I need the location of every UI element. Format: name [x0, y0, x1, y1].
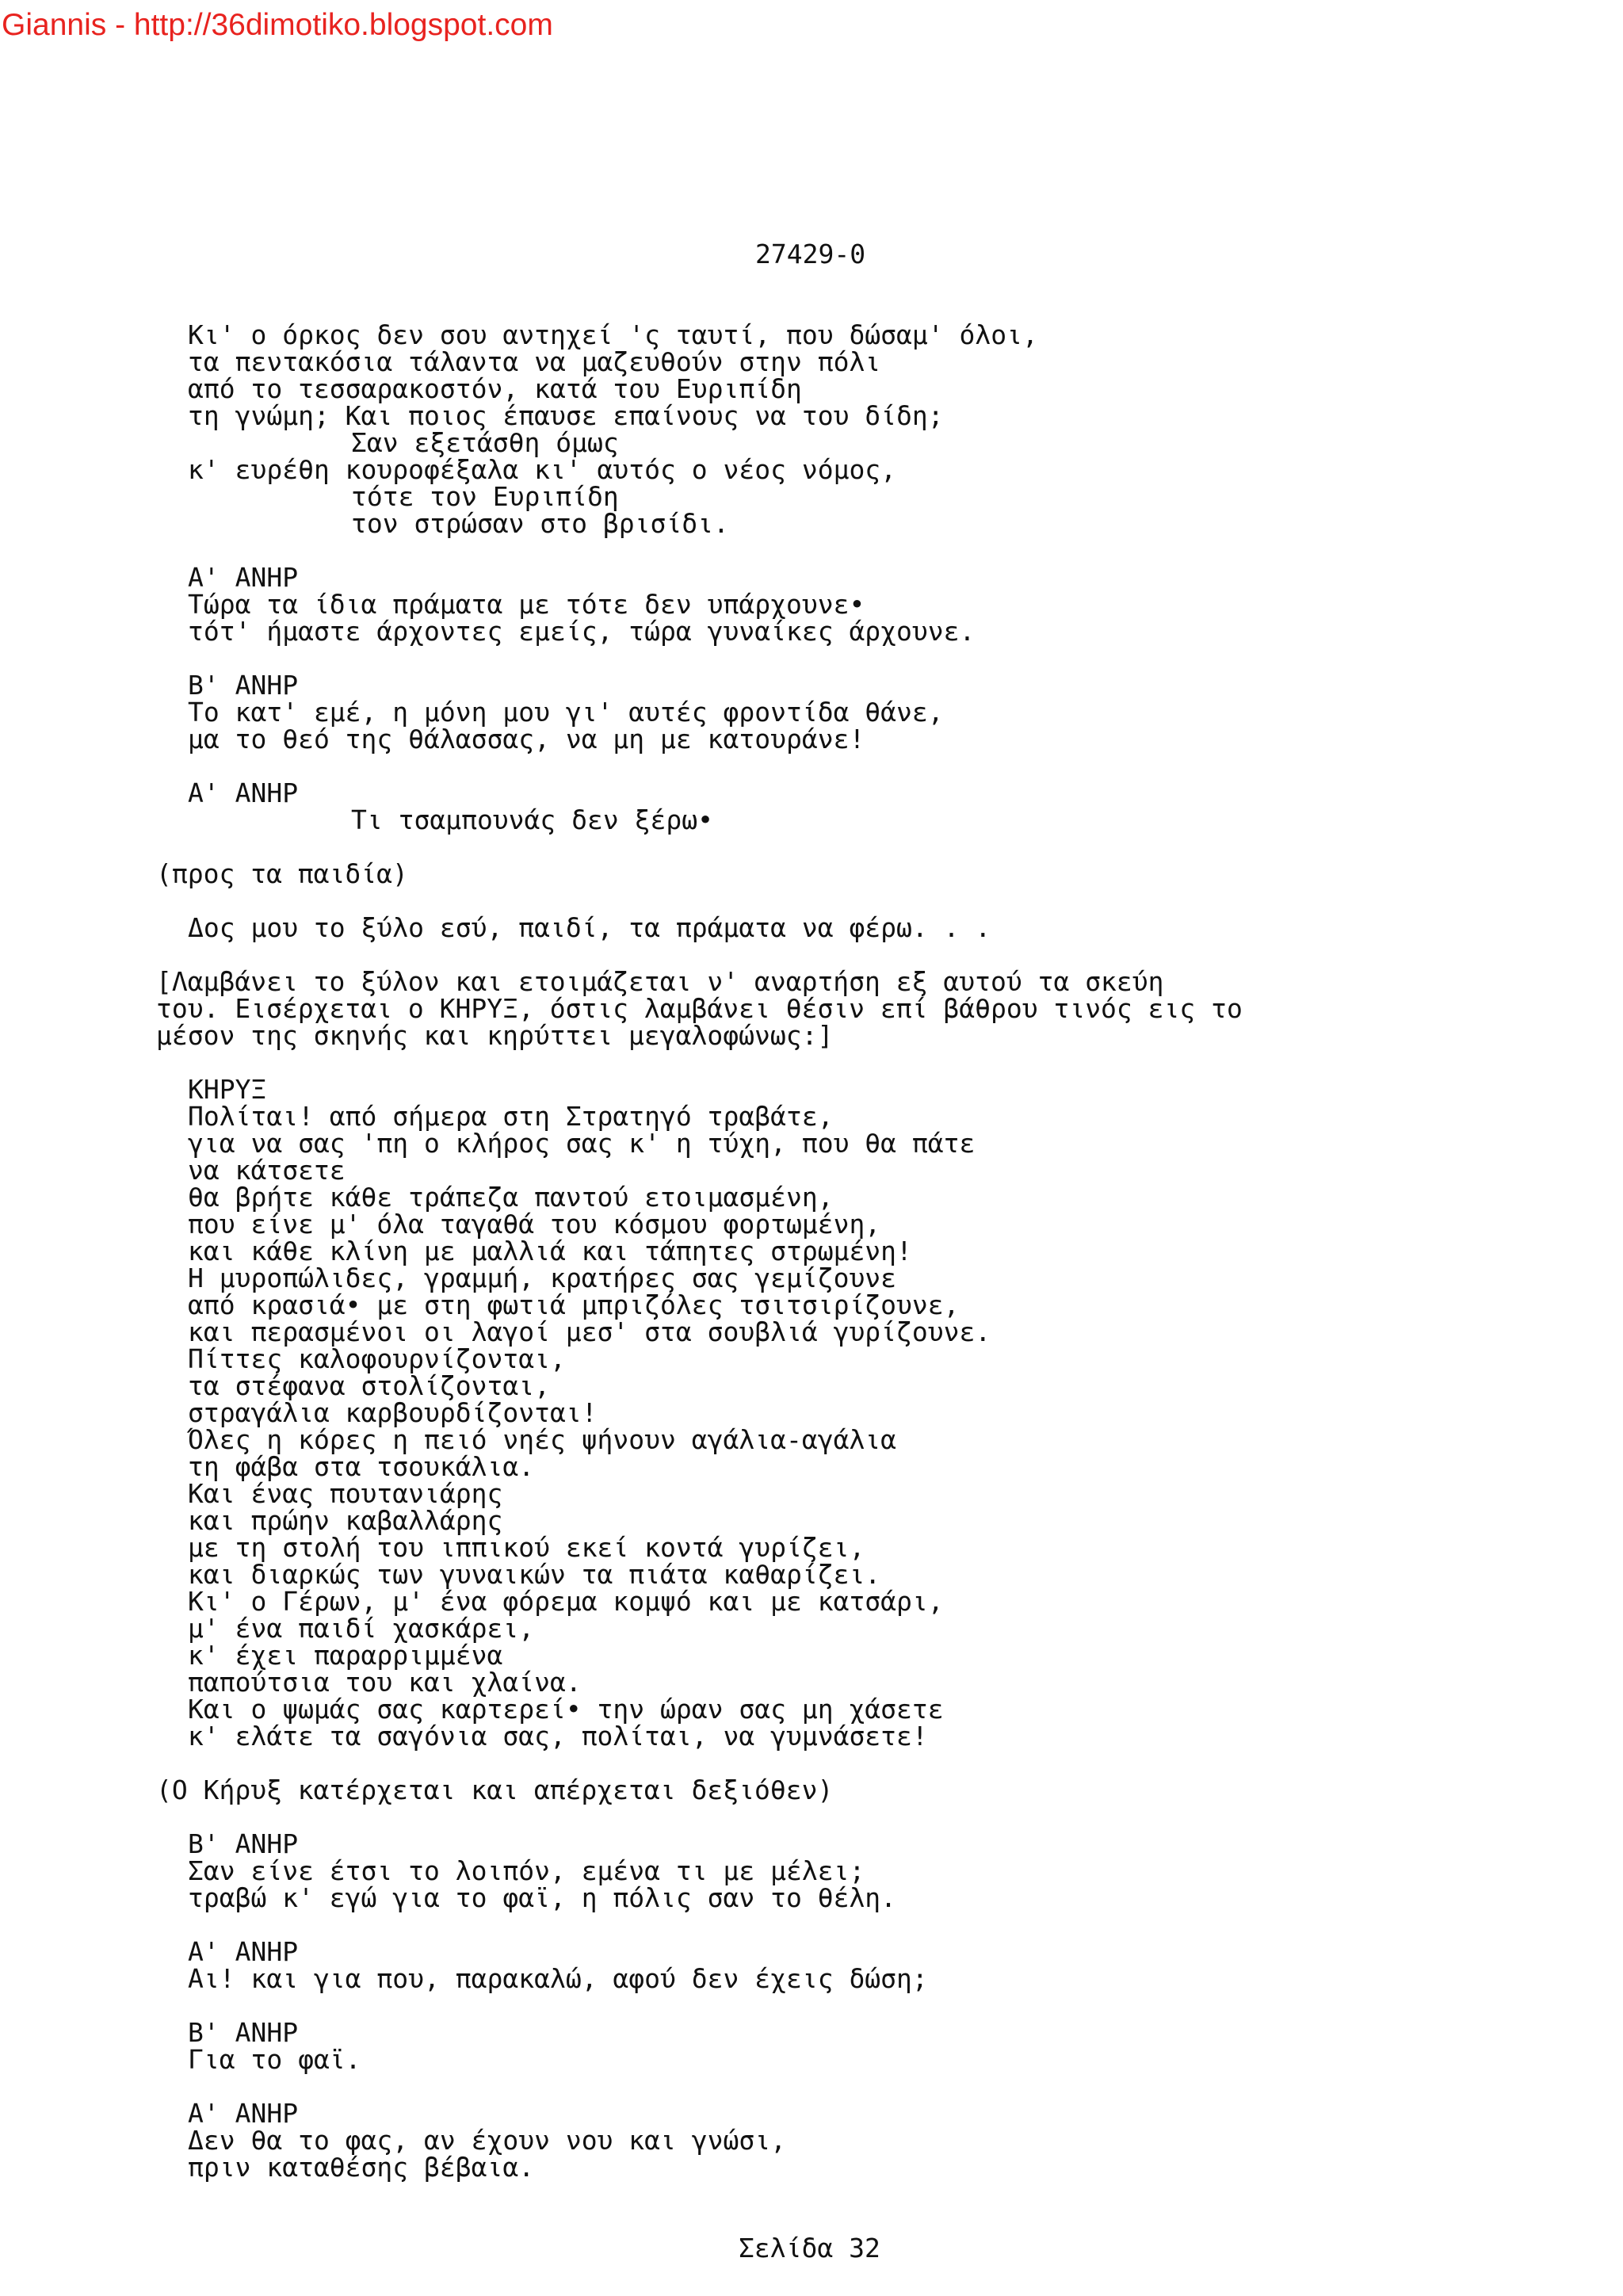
text-line: Πολίται! από σήμερα στη Στρατηγό τραβάτε,	[188, 1101, 834, 1132]
text-line: Δος μου το ξύλο εσύ, παιδί, τα πράματα να φέρω. . .	[188, 912, 991, 943]
text-line: Και ένας πουτανιάρης	[188, 1478, 503, 1509]
text-line: τη φάβα στα τσουκάλια.	[188, 1451, 535, 1482]
text-line: Β' ΑΝΗΡ	[188, 1828, 299, 1859]
text-line: τότε τον Ευριπίδη	[351, 481, 619, 512]
text-line: (προς τα παιδία)	[156, 858, 408, 889]
blank-line	[156, 888, 1243, 915]
text-line: και πρώην καβαλλάρης	[188, 1505, 503, 1536]
text-line: Κι' ο όρκος δεν σου αντηχεί 'ς ταυτί, που δώσαμ' όλοι,	[188, 319, 1038, 350]
text-line: Αι! και για που, παρακαλώ, αφού δεν έχεις δώση;	[188, 1963, 928, 1994]
text-line: τη γνώμη; Και ποιος έπαυσε επαίνους να του δίδη;	[188, 400, 944, 431]
text-line: Σαν είνε έτσι το λοιπόν, εμένα τι με μέλει;	[188, 1855, 865, 1886]
text-line: του. Εισέρχεται ο ΚΗΡΥΞ, όστις λαμβάνει θέσιν επί βάθρου τινός εις το	[156, 993, 1243, 1024]
text-line: Σαν εξετάσθη όμως	[351, 427, 619, 458]
text-line: Πίττες καλοφουρνίζονται,	[188, 1343, 566, 1374]
blank-line	[156, 942, 1243, 968]
document-code: 27429-0	[755, 239, 866, 269]
watermark[interactable]: Giannis - http://36dimotiko.blogspot.com	[2, 8, 553, 42]
text-line: Α' ΑΝΗΡ	[188, 1936, 299, 1967]
blank-line	[156, 1804, 1243, 1831]
text-line: Β' ΑΝΗΡ	[188, 670, 299, 701]
text-line: να κάτσετε	[188, 1155, 346, 1186]
text-line: ΚΗΡΥΞ	[188, 1074, 267, 1105]
text-line: κ' ευρέθη κουροφέξαλα κι' αυτός ο νέος νόμος,	[188, 454, 897, 485]
text-line: κ' ελάτε τα σαγόνια σας, πολίται, να γυμνάσετε!	[188, 1721, 928, 1752]
text-line: στραγάλια καρβουρδίζονται!	[188, 1397, 598, 1428]
text-line: τότ' ήμαστε άρχοντες εμείς, τώρα γυναίκες άρχουνε.	[188, 616, 976, 647]
text-line: Η μυροπώλιδες, γραμμή, κρατήρες σας γεμίζουνε	[188, 1263, 897, 1293]
text-line: μ' ένα παιδί χασκάρει,	[188, 1613, 535, 1644]
blank-line	[156, 645, 1243, 672]
document-body	[156, 187, 1243, 2289]
text-line: για να σας 'πη ο κλήρος σας κ' η τύχη, που θα πάτε	[188, 1128, 976, 1159]
text-line: τα στέφανα στολίζονται,	[188, 1370, 550, 1401]
text-line: Όλες η κόρες η πειό νηές ψήνουν αγάλια-αγάλια	[188, 1424, 897, 1455]
text-line: με τη στολή του ιππικού εκεί κοντά γυρίζει,	[188, 1532, 865, 1563]
text-line: μέσον της σκηνής και κηρύττει μεγαλοφώνως:]	[156, 1020, 834, 1051]
text-line: Τώρα τα ίδια πράματα με τότε δεν υπάρχουνε•	[188, 589, 865, 620]
text-line: Το κατ' εμέ, η μόνη μου γι' αυτές φροντίδα θάνε,	[188, 697, 944, 728]
page-number: Σελίδα 32	[739, 2233, 880, 2264]
text-line: παπούτσια του και χλαίνα.	[188, 1667, 582, 1698]
blank-line	[156, 2073, 1243, 2100]
text-line: Α' ΑΝΗΡ	[188, 777, 299, 808]
text-line: Τι τσαμπουνάς δεν ξέρω•	[351, 804, 713, 835]
text-line: κ' έχει παραρριμμένα	[188, 1640, 503, 1671]
text-line: Και ο ψωμάς σας καρτερεί• την ώραν σας μη χάσετε	[188, 1694, 944, 1725]
text-line: Β' ΑΝΗΡ	[188, 2017, 299, 2048]
text-line: τα πεντακόσια τάλαντα να μαζευθούν στην πόλι	[188, 346, 881, 377]
text-line: Α' ΑΝΗΡ	[188, 562, 299, 593]
text-line: τραβώ κ' εγώ για το φαϊ, η πόλις σαν το θέλη.	[188, 1882, 897, 1913]
blank-line	[156, 1992, 1243, 2019]
blank-line	[156, 1049, 1243, 1076]
blank-line	[156, 537, 1243, 564]
text-line: [Λαμβάνει το ξύλον και ετοιμάζεται ν' αναρτήση εξ αυτού τα σκεύη	[156, 966, 1164, 997]
text-line: τον στρώσαν στο βρισίδι.	[351, 508, 729, 539]
text-line: μα το θεό της θάλασσας, να μη με κατουράνε!	[188, 724, 865, 755]
text-line: πριν καταθέσης βέβαια.	[188, 2152, 535, 2183]
text-line: Κι' ο Γέρων, μ' ένα φόρεμα κομψό και με κατσάρι,	[188, 1586, 944, 1617]
text-line: (Ο Κήρυξ κατέρχεται και απέρχεται δεξιόθεν)	[156, 1775, 834, 1805]
text-line: Α' ΑΝΗΡ	[188, 2098, 299, 2129]
text-line: και κάθε κλίνη με μαλλιά και τάπητες στρωμένη!	[188, 1236, 912, 1266]
text-line: και διαρκώς των γυναικών τα πιάτα καθαρίζει.	[188, 1559, 881, 1590]
blank-line	[156, 753, 1243, 780]
blank-line	[156, 834, 1243, 861]
text-lines	[156, 319, 1243, 2183]
text-line: Δεν θα το φας, αν έχουν νου και γνώσι,	[188, 2125, 786, 2156]
text-line: από κρασιά• με στη φωτιά μπριζόλες τσιτσιρίζουνε,	[188, 1289, 960, 1320]
blank-line	[156, 1750, 1243, 1777]
text-line: που είνε μ' όλα ταγαθά του κόσμου φορτωμένη,	[188, 1209, 881, 1240]
text-line: Για το φαϊ.	[188, 2044, 361, 2075]
text-line: από το τεσσαρακοστόν, κατά του Ευριπίδη	[188, 373, 802, 404]
text-line: θα βρήτε κάθε τράπεζα παντού ετοιμασμένη,	[188, 1182, 834, 1213]
text-line: και περασμένοι οι λαγοί μεσ' στα σουβλιά γυρίζουνε.	[188, 1316, 991, 1347]
blank-line	[156, 1912, 1243, 1939]
